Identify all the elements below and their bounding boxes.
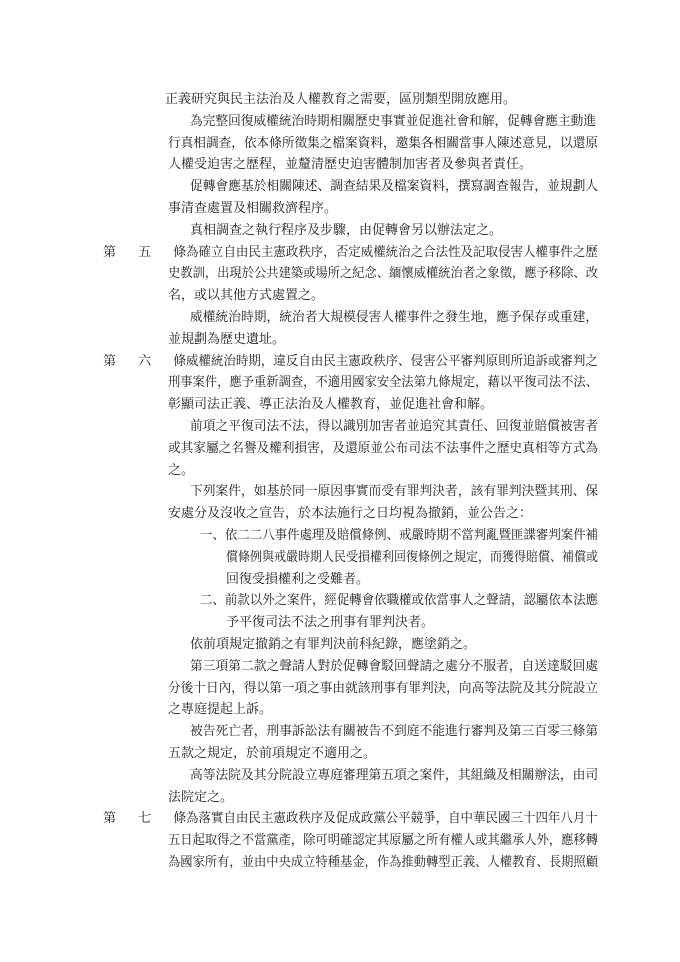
text-line: 正義研究與民主法治及人權教育之需要，區別類型開放應用。 xyxy=(165,92,517,107)
text-line: 五款之規定，於前項規定不適用之。 xyxy=(168,746,377,761)
text-line: 為落實自由民主憲政秩序及促成政黨公平競爭，自中華民國三十四年八月十 xyxy=(186,811,598,826)
text-line: 之專庭提起上訴。 xyxy=(168,702,273,717)
text-line: 或其家屬之名譽及權利損害，及還原並公布司法不法事件之歷史真相等方式為 xyxy=(168,441,599,456)
text-line: 第三項第二款之聲請人對於促轉會駁回聲請之處分不服者，自送達駁回處 xyxy=(190,659,599,674)
list-item-2-line: 二、前款以外之案件，經促轉會依職權或依當事人之聲請，認屬依本法應 xyxy=(200,593,599,608)
list-item-1-line: 一、依二二八事件處理及賠償條例、戒嚴時期不當判亂暨匪諜審判案件補 xyxy=(200,528,599,543)
text-line: 下列案件，如基於同一原因事實而受有罪判決者，該有罪判決暨其刑、保 xyxy=(190,484,599,499)
text-line: 分後十日內，得以第一項之事由就該刑事有罪判決，向高等法院及其分院設立 xyxy=(168,681,599,696)
text-line: 依前項規定撤銷之有罪判決前科紀錄，應塗銷之。 xyxy=(190,637,477,652)
text-line: 名，或以其他方式處置之。 xyxy=(168,288,325,303)
text-line: 法院定之。 xyxy=(168,790,234,805)
text-line: 彰顯司法正義、導正法治及人權教育，並促進社會和解。 xyxy=(168,397,494,412)
text-line: 刑事案件，應予重新調查，不適用國家安全法第九條規定，藉以平復司法不法、 xyxy=(168,375,598,390)
text-line: 行真相調查，依本條所徵集之檔案資料，邀集各相關當事人陳述意見，以還原 xyxy=(168,136,599,151)
list-item-1-line: 回復受損權利之受難者。 xyxy=(226,572,370,587)
text-line: 促轉會應基於相關陳述、調查結果及檔案資料，撰寫調查報告，並規劃人 xyxy=(190,179,599,194)
list-item-2-line: 予平復司法不法之刑事有罪判決者。 xyxy=(226,615,435,630)
text-line: 威權統治時期，違反自由民主憲政秩序、侵害公平審判原則所追訴或審判之 xyxy=(186,354,598,369)
text-line: 被告死亡者，刑事訴訟法有關被告不到庭不能進行審判及第三百零三條第 xyxy=(190,724,599,739)
text-line: 高等法院及其分院設立專庭審理第五項之案件，其組織及相關辦法，由司 xyxy=(190,768,599,783)
text-line: 威權統治時期，統治者大規模侵害人權事件之發生地，應予保存或重建， xyxy=(190,310,599,325)
text-line: 前項之平復司法不法，得以識別加害者並追究其責任、回復並賠償被害者 xyxy=(190,419,599,434)
list-item-1-line: 償條例與戒嚴時期人民受損權利回復條例之規定，而獲得賠償、補償或 xyxy=(226,550,598,565)
article-7-heading: 第 七 條 xyxy=(103,811,196,826)
text-line: 人權受迫害之歷程，並釐清歷史迫害體制加害者及參與者責任。 xyxy=(168,157,533,172)
text-line: 為確立自由民主憲政秩序，否定威權統治之合法性及記取侵害人權事件之歷 xyxy=(186,245,598,260)
article-6-heading: 第 六 條 xyxy=(103,354,196,369)
text-line: 並規劃為歷史遺址。 xyxy=(168,332,286,347)
text-line: 為國家所有，並由中央成立特種基金，作為推動轉型正義、人權教育、長期照顧 xyxy=(168,855,598,870)
article-5-heading: 第 五 條 xyxy=(103,245,196,260)
text-line: 安處分及沒收之宣告，於本法施行之日均視為撤銷，並公告之： xyxy=(168,506,533,521)
text-line: 五日起取得之不當黨產，除可明確認定其原屬之所有權人或其繼承人外，應移轉 xyxy=(168,833,598,848)
text-line: 為完整回復威權統治時期相關歷史事實並促進社會和解，促轉會應主動進 xyxy=(190,114,597,129)
text-line: 之。 xyxy=(168,463,195,478)
text-line: 事清查處置及相關救濟程序。 xyxy=(168,201,338,216)
text-line: 史教訓，出現於公共建築或場所之紀念、緬懷威權統治者之象徵，應予移除、改 xyxy=(168,266,598,281)
text-line: 真相調查之執行程序及步驟，由促轉會另以辦法定之。 xyxy=(190,223,503,238)
